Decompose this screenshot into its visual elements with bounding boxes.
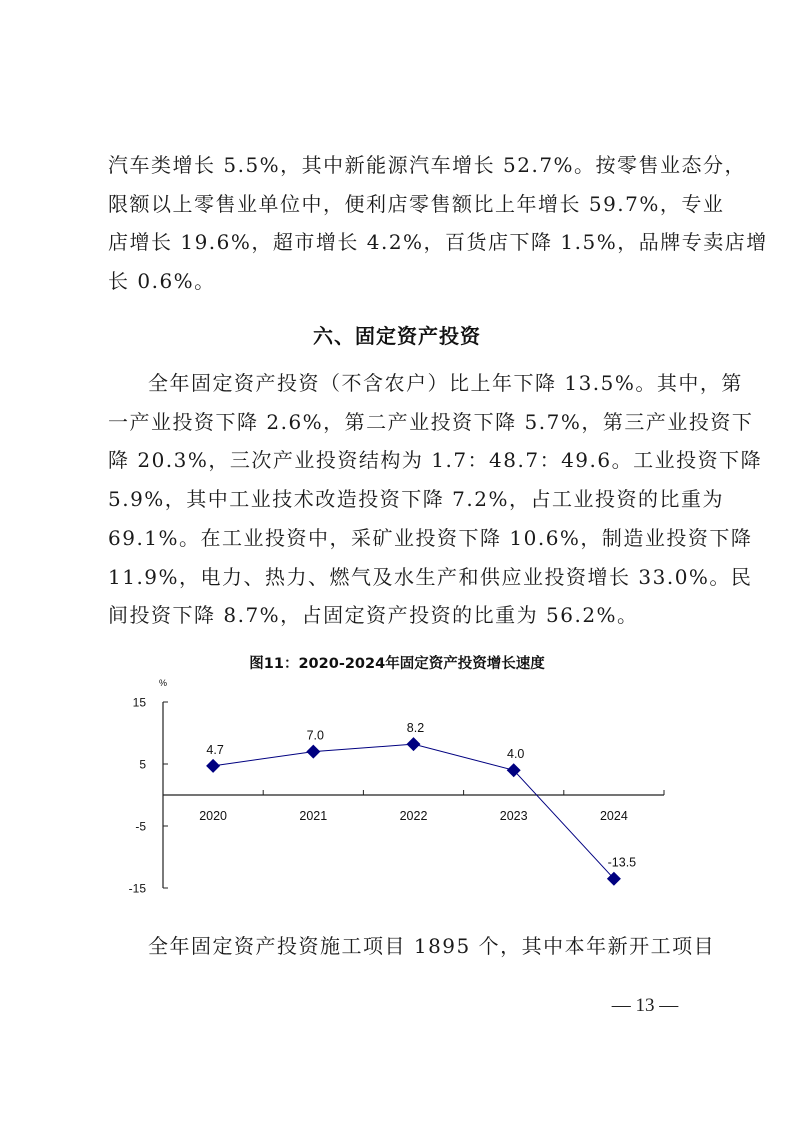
x-tick-label: 2020 [199, 809, 228, 823]
text-line: 一产业投资下降 2.6%，第二产业投资下降 5.7%，第三产业投资下 [108, 409, 754, 434]
text-line: 5.9%，其中工业技术改造投资下降 7.2%，占工业投资的比重为 [108, 487, 724, 512]
text-line: 限额以上零售业单位中，便利店零售额比上年增长 59.7%，专业 [108, 191, 725, 216]
text-line: 降 20.3%，三次产业投资结构为 1.7：48.7：49.6。工业投资下降 [108, 448, 763, 473]
axes [163, 702, 664, 888]
text-line: 全年固定资产投资（不含农户）比上年下降 13.5%。其中，第 [148, 371, 743, 395]
data-label: 4.7 [206, 742, 224, 757]
data-point-marker [507, 763, 521, 777]
text-line: 店增长 19.6%，超市增长 4.2%，百货店下降 1.5%，品牌专卖店增 [108, 230, 768, 255]
paragraph-retail [108, 146, 768, 301]
data-point-marker [206, 759, 220, 773]
text-line: 全年固定资产投资施工项目 1895 个，其中本年新开工项目 [148, 934, 716, 958]
text-line: 69.1%。在工业投资中，采矿业投资下降 10.6%，制造业投资下降 [108, 525, 753, 550]
x-tick-label: 2022 [399, 809, 428, 823]
data-point-marker [607, 872, 621, 886]
text-line: 间投资下降 8.7%，占固定资产投资的比重为 56.2%。 [108, 603, 639, 628]
section-heading: 六、固定资产投资 [313, 324, 481, 348]
y-tick-label: -5 [135, 819, 146, 834]
paragraph-fixed-asset-investment [108, 364, 763, 635]
text-line: 汽车类增长 5.5%，其中新能源汽车增长 52.7%。按零售业态分， [108, 153, 747, 177]
x-tick-label: 2023 [499, 809, 528, 823]
data-point-marker [306, 745, 320, 759]
x-ticks [199, 790, 664, 823]
y-axis-unit-label: % [158, 678, 168, 688]
text-line: 11.9%，电力、热力、燃气及水生产和供应业投资增长 33.0%。民 [108, 564, 753, 589]
series-polyline [213, 744, 614, 879]
x-tick-label: 2021 [299, 809, 328, 823]
chart-title: 图11：2020-2024年固定资产投资增长速度 [249, 656, 545, 672]
data-label: -13.5 [607, 855, 637, 870]
y-tick-label: 5 [139, 757, 146, 772]
data-labels [206, 721, 636, 870]
series-markers [206, 737, 621, 886]
data-label: 4.0 [507, 747, 525, 762]
text-line: 长 0.6%。 [108, 269, 216, 294]
x-tick-label: 2024 [599, 809, 628, 823]
page-number: — 13 — [611, 995, 679, 1016]
data-label: 8.2 [406, 721, 425, 736]
series-line [213, 744, 614, 879]
paragraph-construction-projects [108, 927, 716, 966]
y-tick-label: -15 [128, 881, 146, 896]
y-ticks [129, 696, 168, 896]
data-label: 7.0 [306, 728, 324, 743]
data-point-marker [407, 737, 421, 751]
y-tick-label: 15 [132, 695, 146, 710]
